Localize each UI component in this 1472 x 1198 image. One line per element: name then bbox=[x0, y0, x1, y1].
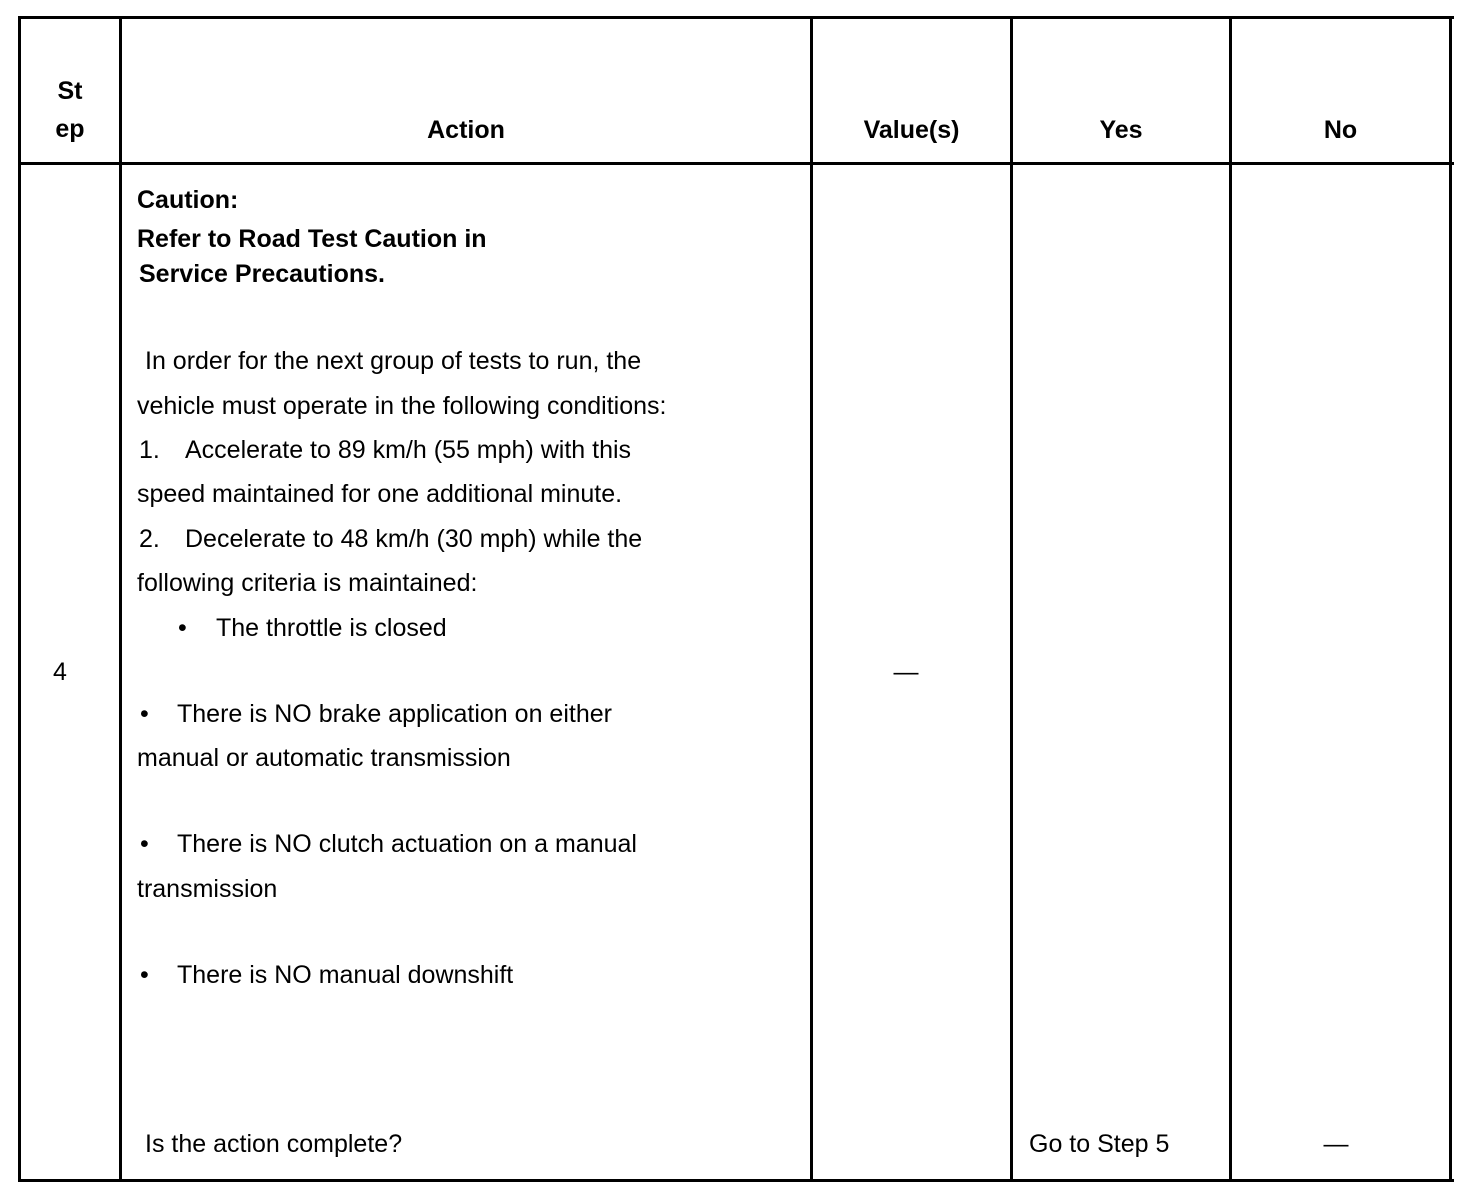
header-divider bbox=[18, 162, 1454, 165]
table-border-bottom bbox=[18, 1179, 1454, 1182]
step-item-1-number: 1. bbox=[139, 436, 160, 464]
step-item-1-line-1: Accelerate to 89 km/h (55 mph) with this bbox=[185, 436, 632, 464]
caution-line-2: Service Precautions. bbox=[139, 260, 385, 288]
caution-line-1: Refer to Road Test Caution in bbox=[137, 225, 487, 253]
diagnostic-table bbox=[18, 16, 1454, 1182]
column-divider-step bbox=[119, 16, 122, 1182]
header-yes: Yes bbox=[1099, 116, 1143, 144]
bullet-icon: • bbox=[178, 614, 187, 642]
intro-line-1: In order for the next group of tests to run, the bbox=[145, 347, 642, 375]
yes-go-to-step: Go to Step 5 bbox=[1029, 1130, 1170, 1158]
bullet-icon: • bbox=[140, 961, 149, 989]
criterion-throttle: The throttle is closed bbox=[216, 614, 447, 642]
table-border-right bbox=[1449, 16, 1452, 1182]
header-step-line1: St bbox=[57, 77, 83, 105]
step-item-2-line-2: following criteria is maintained: bbox=[137, 569, 478, 597]
table-border-left bbox=[18, 16, 21, 1182]
step-number: 4 bbox=[53, 658, 67, 686]
criterion-brake-line-1: There is NO brake application on either bbox=[177, 700, 612, 728]
column-divider-values bbox=[1010, 16, 1013, 1182]
step-item-1-line-2: speed maintained for one additional minute. bbox=[137, 480, 623, 508]
bullet-icon: • bbox=[140, 830, 149, 858]
header-step-line2: ep bbox=[55, 115, 85, 143]
step-item-2-number: 2. bbox=[139, 525, 160, 553]
value-dash: — bbox=[893, 658, 919, 686]
step-item-2-line-1: Decelerate to 48 km/h (30 mph) while the bbox=[185, 525, 643, 553]
column-divider-yes bbox=[1229, 16, 1232, 1182]
header-no: No bbox=[1323, 116, 1358, 144]
caution-title: Caution: bbox=[137, 186, 239, 214]
header-values: Value(s) bbox=[863, 116, 960, 144]
column-divider-action bbox=[810, 16, 813, 1182]
criterion-clutch-line-1: There is NO clutch actuation on a manual bbox=[177, 830, 637, 858]
criterion-downshift: There is NO manual downshift bbox=[177, 961, 514, 989]
action-question: Is the action complete? bbox=[145, 1130, 403, 1158]
criterion-brake-line-2: manual or automatic transmission bbox=[137, 744, 511, 772]
header-action: Action bbox=[427, 116, 505, 144]
header-step bbox=[21, 72, 119, 148]
criterion-clutch-line-2: transmission bbox=[137, 875, 278, 903]
bullet-icon: • bbox=[140, 700, 149, 728]
intro-line-2: vehicle must operate in the following conditions: bbox=[137, 392, 667, 420]
table-border-top bbox=[18, 16, 1454, 19]
no-dash: — bbox=[1323, 1130, 1349, 1158]
